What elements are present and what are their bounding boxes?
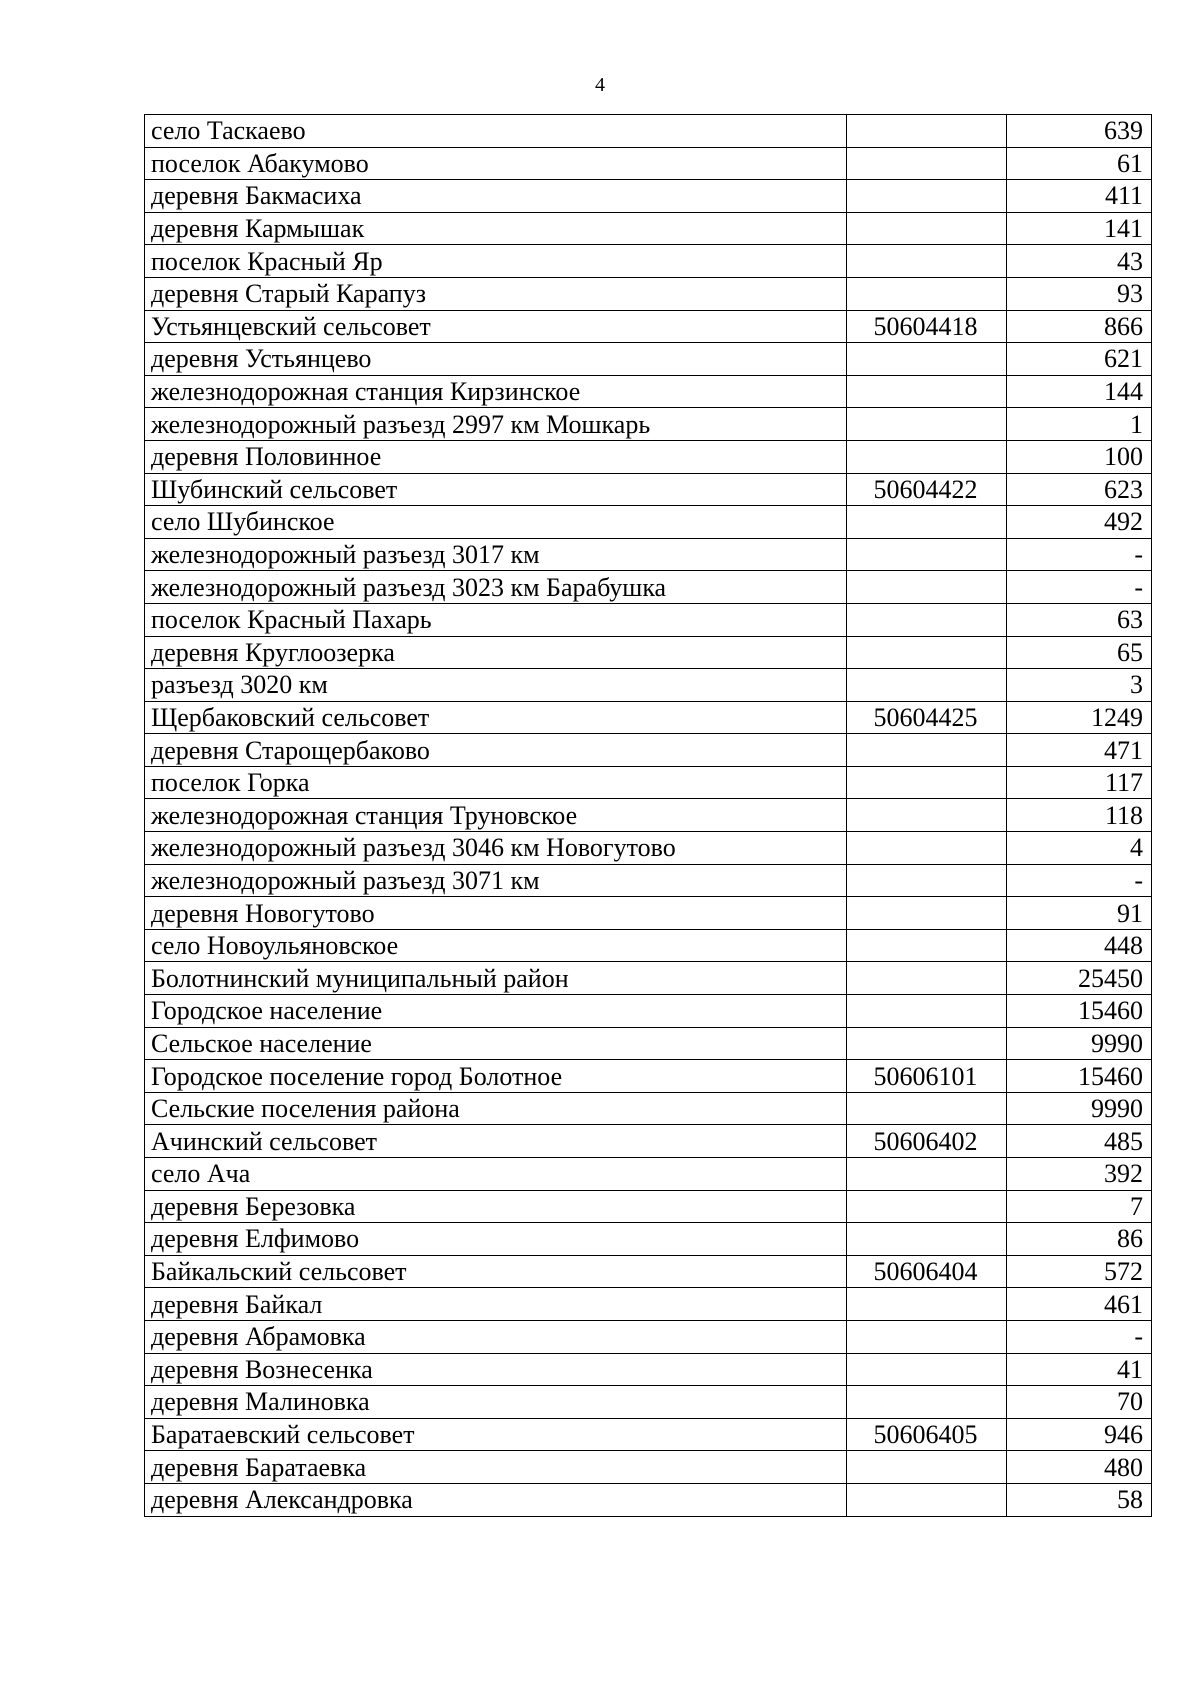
population-cell: 7 [1007, 1190, 1152, 1223]
table-row [145, 1190, 1152, 1223]
oktmo-code-cell [847, 1158, 1007, 1191]
settlement-name-cell: Устьянцевский сельсовет [145, 310, 847, 343]
oktmo-code-cell [847, 1483, 1007, 1516]
oktmo-code-cell [847, 538, 1007, 571]
population-cell: 866 [1007, 310, 1152, 343]
oktmo-code-cell [847, 277, 1007, 310]
population-cell: 471 [1007, 734, 1152, 767]
oktmo-code-cell [847, 1320, 1007, 1353]
table-row [145, 1483, 1152, 1516]
population-cell: 65 [1007, 636, 1152, 669]
population-cell: 43 [1007, 245, 1152, 278]
table-body [145, 115, 1152, 1517]
oktmo-code-cell [847, 669, 1007, 702]
settlement-name-cell: поселок Красный Пахарь [145, 603, 847, 636]
table-row [145, 995, 1152, 1028]
settlement-name-cell: Сельские поселения района [145, 1092, 847, 1125]
population-cell: 392 [1007, 1158, 1152, 1191]
settlement-name-cell: поселок Горка [145, 766, 847, 799]
oktmo-code-cell [847, 734, 1007, 767]
settlement-name-cell: Байкальский сельсовет [145, 1255, 847, 1288]
table-row [145, 832, 1152, 865]
settlement-name-cell: деревня Устьянцево [145, 343, 847, 376]
population-cell: 58 [1007, 1483, 1152, 1516]
page-number: 4 [595, 74, 605, 96]
population-cell: 70 [1007, 1386, 1152, 1419]
table-row [145, 1092, 1152, 1125]
population-cell: 141 [1007, 212, 1152, 245]
settlement-name-cell: деревня Абрамовка [145, 1320, 847, 1353]
population-cell: 93 [1007, 277, 1152, 310]
settlement-name-cell: железнодорожный разъезд 3017 км [145, 538, 847, 571]
table-row [145, 962, 1152, 995]
population-cell: 63 [1007, 603, 1152, 636]
table-row [145, 1418, 1152, 1451]
population-cell: 946 [1007, 1418, 1152, 1451]
oktmo-code-cell: 50604425 [847, 701, 1007, 734]
oktmo-code-cell [847, 343, 1007, 376]
oktmo-code-cell [847, 115, 1007, 148]
table-row [145, 440, 1152, 473]
oktmo-code-cell [847, 1092, 1007, 1125]
table-row [145, 538, 1152, 571]
table-row [145, 929, 1152, 962]
oktmo-code-cell [847, 1223, 1007, 1256]
table-row [145, 636, 1152, 669]
population-cell: - [1007, 864, 1152, 897]
settlement-name-cell: село Ача [145, 1158, 847, 1191]
population-cell: - [1007, 571, 1152, 604]
table-row [145, 897, 1152, 930]
population-cell: 411 [1007, 180, 1152, 213]
table-row [145, 506, 1152, 539]
table-row [145, 1125, 1152, 1158]
table-row [145, 1386, 1152, 1419]
oktmo-code-cell: 50606404 [847, 1255, 1007, 1288]
oktmo-code-cell [847, 995, 1007, 1028]
oktmo-code-cell [847, 180, 1007, 213]
oktmo-code-cell [847, 832, 1007, 865]
settlement-name-cell: Городское поселение город Болотное [145, 1060, 847, 1093]
oktmo-code-cell [847, 1288, 1007, 1321]
oktmo-code-cell: 50606405 [847, 1418, 1007, 1451]
settlement-name-cell: деревня Новогутово [145, 897, 847, 930]
settlement-name-cell: железнодорожная станция Кирзинское [145, 375, 847, 408]
settlement-name-cell: деревня Старощербаково [145, 734, 847, 767]
table-row [145, 408, 1152, 441]
settlement-name-cell: деревня Байкал [145, 1288, 847, 1321]
population-cell: 86 [1007, 1223, 1152, 1256]
table-row [145, 180, 1152, 213]
population-cell: 3 [1007, 669, 1152, 702]
settlement-name-cell: село Таскаево [145, 115, 847, 148]
settlements-table [144, 114, 1152, 1517]
population-cell: - [1007, 538, 1152, 571]
oktmo-code-cell [847, 897, 1007, 930]
oktmo-code-cell [847, 799, 1007, 832]
table-row [145, 571, 1152, 604]
table-row [145, 1288, 1152, 1321]
table-row [145, 310, 1152, 343]
settlement-name-cell: поселок Абакумово [145, 147, 847, 180]
settlement-name-cell: Городское население [145, 995, 847, 1028]
population-cell: 480 [1007, 1451, 1152, 1484]
table-row [145, 1223, 1152, 1256]
oktmo-code-cell [847, 864, 1007, 897]
settlement-name-cell: Сельское население [145, 1027, 847, 1060]
table-row [145, 212, 1152, 245]
settlement-name-cell: деревня Половинное [145, 440, 847, 473]
table-row [145, 1027, 1152, 1060]
table-row [145, 1353, 1152, 1386]
population-cell: 15460 [1007, 995, 1152, 1028]
oktmo-code-cell: 50606101 [847, 1060, 1007, 1093]
population-cell: 91 [1007, 897, 1152, 930]
population-cell: 621 [1007, 343, 1152, 376]
oktmo-code-cell [847, 147, 1007, 180]
settlement-name-cell: железнодорожный разъезд 3023 км Барабушка [145, 571, 847, 604]
oktmo-code-cell [847, 962, 1007, 995]
oktmo-code-cell: 50606402 [847, 1125, 1007, 1158]
oktmo-code-cell [847, 1386, 1007, 1419]
population-cell: 461 [1007, 1288, 1152, 1321]
table-row [145, 669, 1152, 702]
population-cell: 448 [1007, 929, 1152, 962]
oktmo-code-cell [847, 506, 1007, 539]
oktmo-code-cell [847, 1190, 1007, 1223]
oktmo-code-cell [847, 1451, 1007, 1484]
oktmo-code-cell [847, 1027, 1007, 1060]
table-row [145, 375, 1152, 408]
population-cell: 61 [1007, 147, 1152, 180]
settlement-name-cell: село Шубинское [145, 506, 847, 539]
table-row [145, 603, 1152, 636]
settlement-name-cell: деревня Малиновка [145, 1386, 847, 1419]
settlement-name-cell: деревня Александровка [145, 1483, 847, 1516]
population-cell: 117 [1007, 766, 1152, 799]
population-cell: 100 [1007, 440, 1152, 473]
settlement-name-cell: Щербаковский сельсовет [145, 701, 847, 734]
table-row [145, 864, 1152, 897]
settlement-name-cell: деревня Круглоозерка [145, 636, 847, 669]
table-row [145, 799, 1152, 832]
table-row [145, 1320, 1152, 1353]
table-row [145, 343, 1152, 376]
table-row [145, 1158, 1152, 1191]
population-cell: 492 [1007, 506, 1152, 539]
population-cell: 9990 [1007, 1027, 1152, 1060]
settlement-name-cell: железнодорожный разъезд 3071 км [145, 864, 847, 897]
population-cell: 15460 [1007, 1060, 1152, 1093]
population-cell: - [1007, 1320, 1152, 1353]
settlement-name-cell: деревня Березовка [145, 1190, 847, 1223]
oktmo-code-cell [847, 212, 1007, 245]
population-cell: 4 [1007, 832, 1152, 865]
settlement-name-cell: деревня Кармышак [145, 212, 847, 245]
oktmo-code-cell [847, 603, 1007, 636]
settlement-name-cell: поселок Красный Яр [145, 245, 847, 278]
settlement-name-cell: Баратаевский сельсовет [145, 1418, 847, 1451]
table-row [145, 277, 1152, 310]
settlement-name-cell: деревня Баратаевка [145, 1451, 847, 1484]
table-row [145, 734, 1152, 767]
settlement-name-cell: железнодорожная станция Труновское [145, 799, 847, 832]
population-cell: 118 [1007, 799, 1152, 832]
oktmo-code-cell [847, 766, 1007, 799]
settlement-name-cell: Шубинский сельсовет [145, 473, 847, 506]
oktmo-code-cell [847, 440, 1007, 473]
settlement-name-cell: железнодорожный разъезд 2997 км Мошкарь [145, 408, 847, 441]
table-row [145, 1451, 1152, 1484]
table-row [145, 701, 1152, 734]
table-row [145, 766, 1152, 799]
table-row [145, 1060, 1152, 1093]
population-cell: 572 [1007, 1255, 1152, 1288]
settlement-name-cell: деревня Вознесенка [145, 1353, 847, 1386]
oktmo-code-cell [847, 245, 1007, 278]
table-row [145, 147, 1152, 180]
table-row [145, 473, 1152, 506]
oktmo-code-cell [847, 1353, 1007, 1386]
population-cell: 623 [1007, 473, 1152, 506]
oktmo-code-cell [847, 929, 1007, 962]
population-cell: 144 [1007, 375, 1152, 408]
population-cell: 1 [1007, 408, 1152, 441]
settlement-name-cell: Ачинский сельсовет [145, 1125, 847, 1158]
settlement-name-cell: Болотнинский муниципальный район [145, 962, 847, 995]
population-cell: 25450 [1007, 962, 1152, 995]
settlement-name-cell: село Новоульяновское [145, 929, 847, 962]
settlement-name-cell: деревня Бакмасиха [145, 180, 847, 213]
settlement-name-cell: деревня Старый Карапуз [145, 277, 847, 310]
settlement-name-cell: разъезд 3020 км [145, 669, 847, 702]
oktmo-code-cell [847, 636, 1007, 669]
population-cell: 9990 [1007, 1092, 1152, 1125]
population-cell: 639 [1007, 115, 1152, 148]
table-row [145, 245, 1152, 278]
oktmo-code-cell: 50604422 [847, 473, 1007, 506]
oktmo-code-cell [847, 408, 1007, 441]
population-cell: 485 [1007, 1125, 1152, 1158]
table-row [145, 115, 1152, 148]
oktmo-code-cell [847, 571, 1007, 604]
settlement-name-cell: деревня Елфимово [145, 1223, 847, 1256]
population-cell: 41 [1007, 1353, 1152, 1386]
oktmo-code-cell: 50604418 [847, 310, 1007, 343]
settlement-name-cell: железнодорожный разъезд 3046 км Новогутово [145, 832, 847, 865]
oktmo-code-cell [847, 375, 1007, 408]
population-cell: 1249 [1007, 701, 1152, 734]
table-row [145, 1255, 1152, 1288]
